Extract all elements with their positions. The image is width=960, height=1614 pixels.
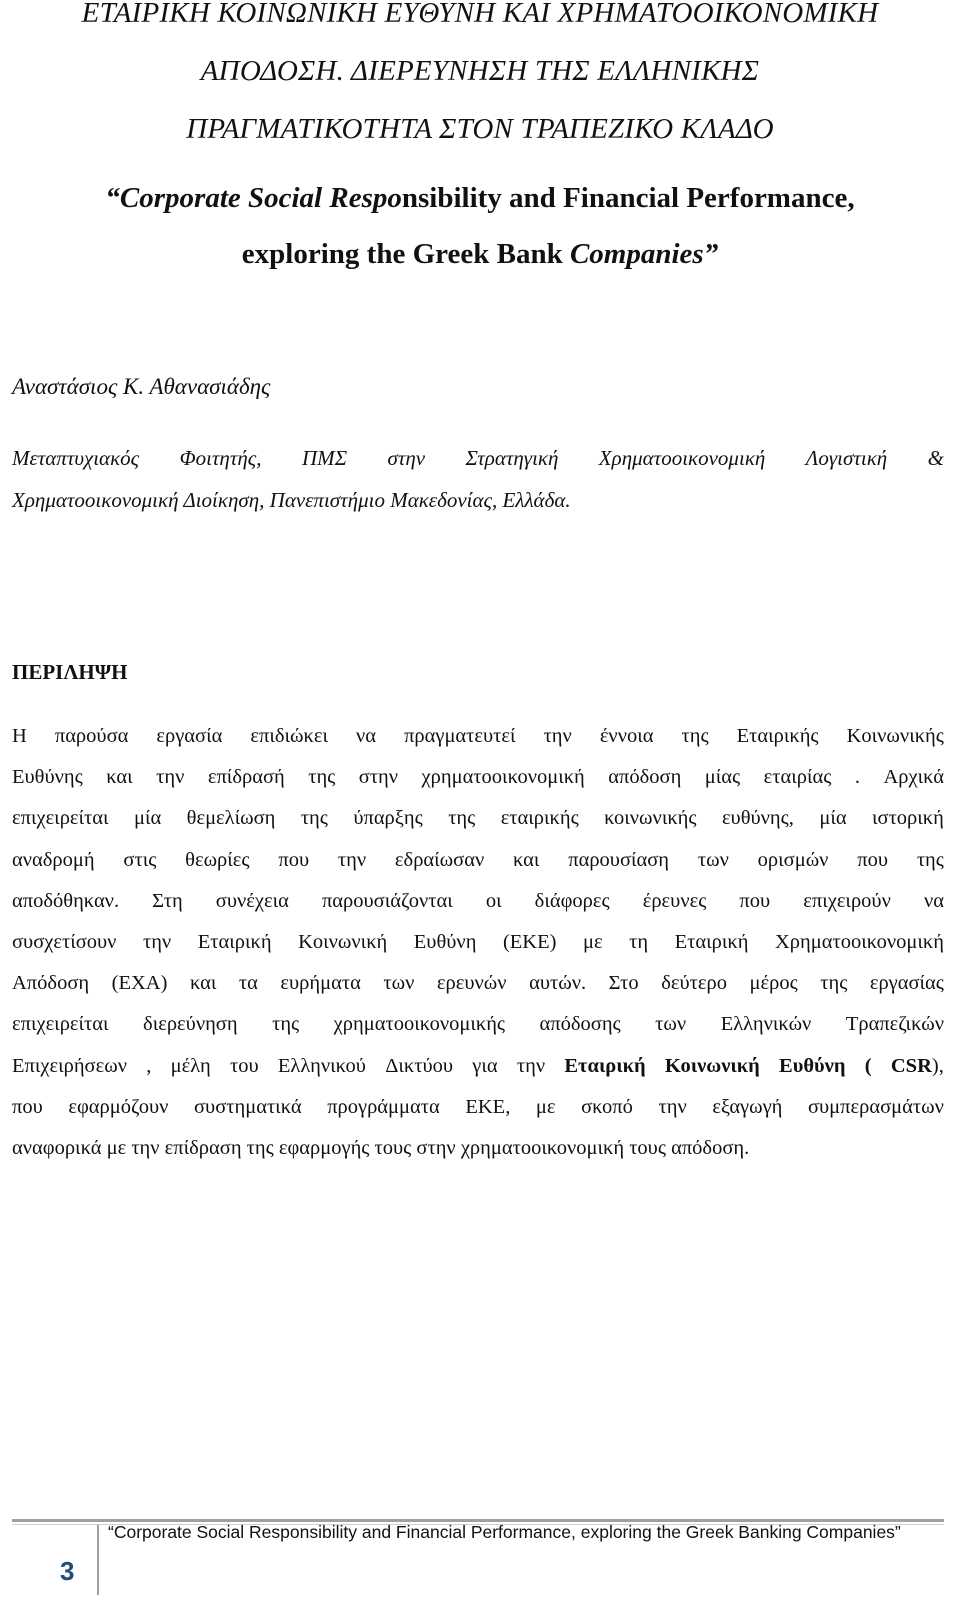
abstract-word: επίδρασή	[207, 766, 285, 789]
abstract-word: να	[356, 725, 377, 747]
abstract-line	[12, 1046, 944, 1087]
footer-divider	[97, 1525, 99, 1595]
abstract-word: Τραπεζικών	[845, 1013, 944, 1036]
abstract-word: Χρηματοοικονομική	[774, 930, 944, 953]
abstract-word: ερευνών	[436, 972, 507, 995]
abstract-word: οι	[485, 889, 502, 912]
abstract-word: ευθύνης,	[721, 807, 794, 830]
abstract-word: (ΕΧΑ)	[111, 972, 168, 995]
abstract-word: αναδρομή	[12, 848, 95, 871]
abstract-word: εργασία	[156, 725, 223, 747]
abstract-word: και	[189, 972, 217, 995]
abstract-word: συσχετίσουν	[12, 930, 117, 953]
abstract-word: της	[681, 725, 709, 747]
abstract-word: αυτών.	[529, 972, 587, 995]
abstract-word: εδραίωσαν	[394, 848, 485, 871]
abstract-word: Κοινωνικής	[846, 725, 944, 747]
abstract-word: που	[857, 848, 889, 871]
abstract-word: αναφορικά με την επίδραση της εφαρμογής τους στην χρηματοοικονομική τους απόδοση.	[12, 1136, 750, 1159]
affiliation-word: Μεταπτυχιακός	[12, 446, 140, 470]
abstract-line	[12, 922, 944, 963]
abstract-word: (	[864, 1054, 872, 1077]
abstract-word: ευρήματα	[280, 972, 361, 995]
greek-title-line-3: ΠΡΑΓΜΑΤΙΚΟΤΗΤΑ ΣΤΟΝ ΤΡΑΠΕΖΙΚΟ ΚΛΑΔΟ	[186, 113, 774, 145]
abstract-word: (ΕΚΕ)	[502, 930, 557, 953]
abstract-word: εταιρικής	[500, 807, 579, 830]
abstract-word: της	[272, 1013, 300, 1036]
abstract-word: με	[583, 930, 603, 953]
affiliation-word: Λογιστική	[805, 446, 888, 470]
abstract-word: και	[513, 848, 540, 871]
abstract-word: Ελληνικών	[720, 1013, 812, 1036]
abstract-word: επιχειρείται	[12, 1013, 109, 1036]
abstract-line	[12, 881, 944, 922]
author-name: Αναστάσιος Κ. Αθανασιάδης	[12, 374, 271, 399]
abstract-word: που	[12, 1095, 43, 1118]
abstract-word: CSR),	[890, 1054, 944, 1077]
abstract-heading: ΠΕΡΙΛΗΨΗ	[12, 660, 128, 684]
abstract-word: της	[308, 766, 336, 789]
abstract-word: της	[820, 972, 848, 995]
abstract-line	[12, 716, 944, 757]
abstract-word: δεύτερο	[661, 972, 727, 995]
abstract-word: Εταιρική	[197, 930, 272, 953]
abstract-word: χρηματοοικονομική	[421, 766, 585, 789]
abstract-word: για	[472, 1054, 498, 1077]
affiliation-word: Φοιτητής,	[179, 446, 262, 470]
abstract-word: Εταιρικής	[736, 725, 819, 747]
english-title-line-2: exploring the Greek Bank Companies”	[241, 238, 719, 270]
english-title-line-1: “Corporate Social Responsibility and Financial Performance,	[105, 182, 855, 214]
abstract-word: επιχειρείται	[12, 807, 109, 830]
affiliation-line-1	[12, 437, 944, 479]
abstract-word: την	[142, 930, 172, 953]
abstract-word: Αρχικά	[883, 766, 944, 789]
abstract-line	[12, 798, 944, 839]
abstract-line	[12, 1128, 944, 1169]
abstract-word: παρουσίαση	[568, 848, 670, 871]
abstract-body	[12, 716, 944, 1169]
abstract-word: θεμελίωση	[186, 807, 276, 830]
abstract-word: μέλη	[170, 1054, 211, 1077]
abstract-word: στις	[123, 848, 157, 871]
abstract-word: μέρος	[749, 972, 798, 995]
abstract-word: απόδοση	[608, 766, 682, 789]
affiliation-word: ΠΜΣ	[301, 446, 348, 470]
abstract-word: ΕΚΕ,	[465, 1095, 511, 1118]
greek-title	[0, 0, 960, 158]
abstract-word: αποδόθηκαν.	[12, 889, 120, 912]
abstract-word: συμπερασμάτων	[807, 1095, 944, 1118]
abstract-word: ορισμών	[757, 848, 829, 871]
abstract-word: Κοινωνική	[298, 930, 388, 953]
abstract-word: μία	[133, 807, 162, 830]
abstract-word: και	[106, 766, 133, 789]
abstract-word: εργασίας	[869, 972, 944, 995]
abstract-word: της	[300, 807, 328, 830]
abstract-word: συνέχεια	[215, 889, 289, 912]
abstract-word: να	[923, 889, 944, 912]
abstract-word: της	[916, 848, 944, 871]
abstract-word: που	[278, 848, 310, 871]
author-affiliation	[12, 437, 944, 521]
abstract-word: διάφορες	[534, 889, 610, 912]
affiliation-word: &	[927, 446, 944, 470]
abstract-word: παρούσα	[54, 725, 129, 747]
greek-title-line-1: ΕΤΑΙΡΙΚΗ ΚΟΙΝΩΝΙΚΗ ΕΥΘΥΝΗ ΚΑΙ ΧΡΗΜΑΤΟΟΙΚΟΝΟΜΙΚΗ	[81, 0, 879, 29]
page-number: 3	[60, 1556, 75, 1586]
abstract-word: των	[383, 972, 415, 995]
abstract-word: Ευθύνη	[413, 930, 477, 953]
abstract-word: ,	[146, 1054, 152, 1077]
affiliation-word: στην	[387, 446, 426, 470]
abstract-word: Επιχειρήσεων	[12, 1054, 127, 1077]
abstract-word: της	[448, 807, 476, 830]
abstract-word: Ελληνικού	[277, 1054, 366, 1077]
abstract-word: χρηματοοικονομικής	[333, 1013, 506, 1036]
abstract-word: Εταιρική	[674, 930, 749, 953]
abstract-word: πραγματευτεί	[404, 725, 516, 747]
abstract-word: .	[854, 766, 860, 789]
abstract-word: την	[658, 1095, 687, 1118]
abstract-word: στην	[358, 766, 399, 789]
abstract-word: έρευνες	[642, 889, 707, 912]
abstract-word: Εταιρική	[564, 1054, 646, 1077]
abstract-word: απόδοσης	[539, 1013, 621, 1036]
abstract-word: με	[535, 1095, 556, 1118]
abstract-word: συστηματικά	[194, 1095, 302, 1118]
abstract-word: μίας	[704, 766, 741, 789]
abstract-word: επιδιώκει	[250, 725, 328, 747]
abstract-line	[12, 963, 944, 1004]
abstract-word: επιχειρούν	[803, 889, 891, 912]
abstract-word: τα	[238, 972, 258, 995]
affiliation-word: Χρηματοοικονομική	[598, 446, 766, 470]
abstract-word: Η	[12, 725, 27, 747]
abstract-word: Ευθύνη	[779, 1054, 846, 1077]
abstract-word: των	[697, 848, 729, 871]
abstract-word: σκοπό	[581, 1095, 633, 1118]
abstract-word: εταιρίας	[763, 766, 832, 789]
abstract-word: την	[516, 1054, 546, 1077]
abstract-word: εφαρμόζουν	[68, 1095, 169, 1118]
abstract-word: Στο	[608, 972, 639, 995]
greek-title-line-2: ΑΠΟΔΟΣΗ. ΔΙΕΡΕΥΝΗΣΗ ΤΗΣ ΕΛΛΗΝΙΚΗΣ	[200, 55, 760, 87]
abstract-word: θεωρίες	[185, 848, 250, 871]
abstract-word: του	[230, 1054, 259, 1077]
abstract-line	[12, 757, 944, 798]
abstract-word: έννοια	[599, 725, 654, 747]
abstract-word: την	[543, 725, 572, 747]
english-title	[0, 170, 960, 282]
affiliation-word: Στρατηγική	[465, 446, 559, 470]
abstract-word: εξαγωγή	[712, 1095, 783, 1118]
abstract-word: Στη	[152, 889, 183, 912]
abstract-word: μία	[819, 807, 847, 830]
abstract-word: Δικτύου	[385, 1054, 454, 1077]
abstract-word: ύπαρξης	[353, 807, 423, 830]
abstract-word: προγράμματα	[327, 1095, 440, 1118]
affiliation-line-2: Χρηματοοικονομική Διοίκηση, Πανεπιστήμιο Μακεδονίας, Ελλάδα.	[12, 488, 571, 512]
abstract-word: Ευθύνης	[12, 766, 83, 789]
abstract-word: την	[156, 766, 185, 789]
abstract-line	[12, 1004, 944, 1045]
abstract-word: Κοινωνική	[664, 1054, 760, 1077]
abstract-word: που	[739, 889, 771, 912]
abstract-word: ιστορική	[872, 807, 944, 830]
abstract-word: τη	[629, 930, 649, 953]
running-footer-title: “Corporate Social Responsibility and Financial Performance, exploring the Greek Banking Companies”	[108, 1522, 901, 1542]
abstract-line	[12, 1087, 944, 1128]
abstract-word: την	[337, 848, 367, 871]
abstract-word: διερεύνηση	[143, 1013, 238, 1036]
abstract-word: των	[655, 1013, 687, 1036]
abstract-word: κοινωνικής	[604, 807, 697, 830]
abstract-line	[12, 840, 944, 881]
abstract-word: Απόδοση	[12, 972, 90, 995]
abstract-word: παρουσιάζονται	[321, 889, 453, 912]
